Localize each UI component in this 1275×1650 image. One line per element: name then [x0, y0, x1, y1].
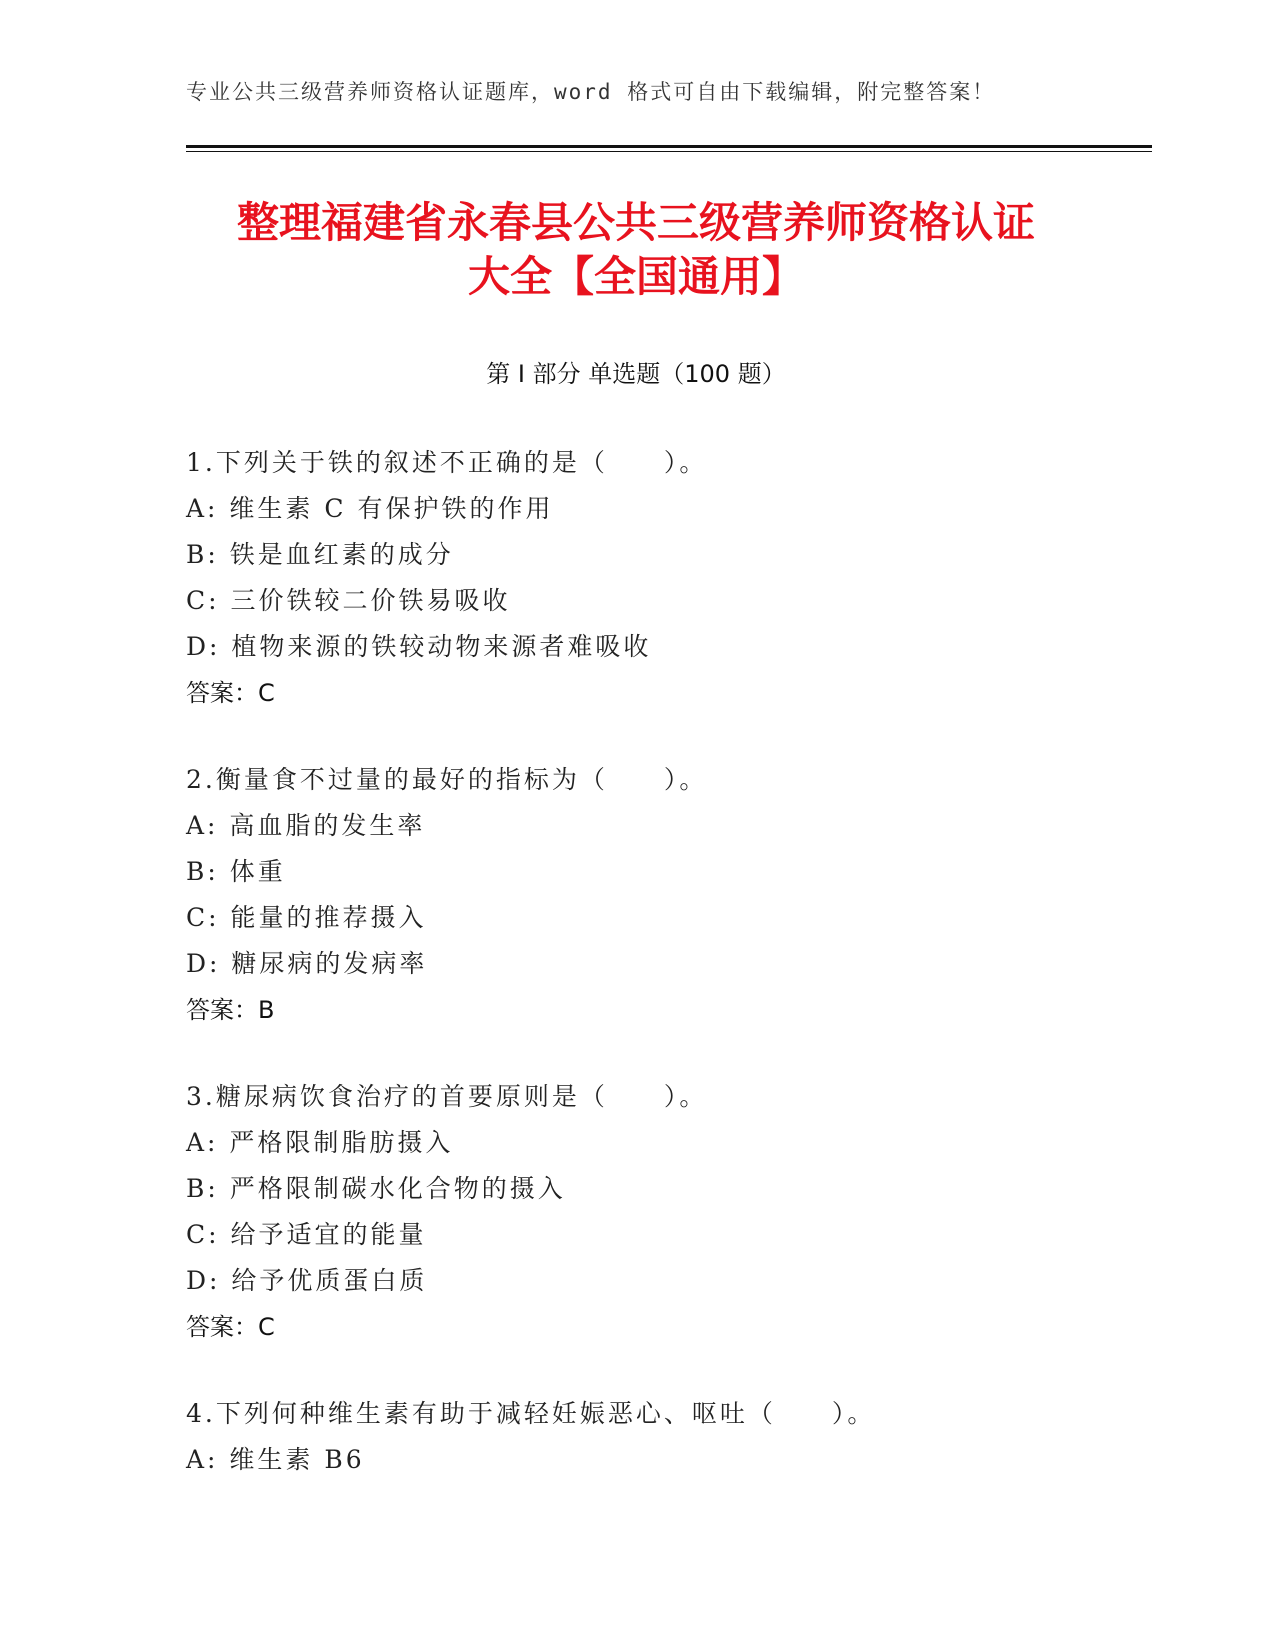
- document-title-line-1: 整理福建省永春县公共三级营养师资格认证: [236, 198, 1035, 247]
- option-b: B: 严格限制碳水化合物的摄入: [186, 1174, 566, 1203]
- header-divider-thick: [186, 145, 1152, 148]
- question-list: [186, 440, 1146, 1524]
- option-a: A: 维生素 B6: [186, 1445, 365, 1474]
- option-a: A: 严格限制脂肪摄入: [186, 1128, 454, 1157]
- header-divider-thin: [186, 151, 1152, 152]
- option-b: B: 体重: [186, 857, 286, 886]
- option-d: D: 糖尿病的发病率: [186, 949, 428, 978]
- option-c: C: 三价铁较二价铁易吸收: [186, 586, 511, 615]
- question-2: [186, 757, 1146, 1033]
- question-3: [186, 1074, 1146, 1350]
- answer-line: 答案：C: [186, 679, 275, 707]
- question-stem: 1.下列关于铁的叙述不正确的是（ ）。: [186, 448, 708, 477]
- option-a: A: 维生素 C 有保护铁的作用: [186, 494, 554, 523]
- option-d: D: 植物来源的铁较动物来源者难吸收: [186, 632, 652, 661]
- question-4: [186, 1391, 1146, 1483]
- question-1: [186, 440, 1146, 716]
- option-c: C: 能量的推荐摄入: [186, 903, 427, 932]
- question-stem: 3.糖尿病饮食治疗的首要原则是（ ）。: [186, 1082, 708, 1111]
- option-c: C: 给予适宜的能量: [186, 1220, 427, 1249]
- option-b: B: 铁是血红素的成分: [186, 540, 454, 569]
- document-title-line-2: 大全【全国通用】: [467, 252, 804, 301]
- answer-line: 答案：C: [186, 1313, 275, 1341]
- document-title: [186, 196, 1086, 304]
- option-a: A: 高血脂的发生率: [186, 811, 426, 840]
- section-heading: 第 I 部分 单选题（100 题）: [486, 360, 786, 388]
- question-stem: 4.下列何种维生素有助于减轻妊娠恶心、呕吐（ ）。: [186, 1399, 876, 1428]
- header-note: 专业公共三级营养师资格认证题库，word 格式可自由下载编辑，附完整答案！: [186, 80, 996, 104]
- question-stem: 2.衡量食不过量的最好的指标为（ ）。: [186, 765, 708, 794]
- answer-line: 答案：B: [186, 996, 275, 1024]
- option-d: D: 给予优质蛋白质: [186, 1266, 428, 1295]
